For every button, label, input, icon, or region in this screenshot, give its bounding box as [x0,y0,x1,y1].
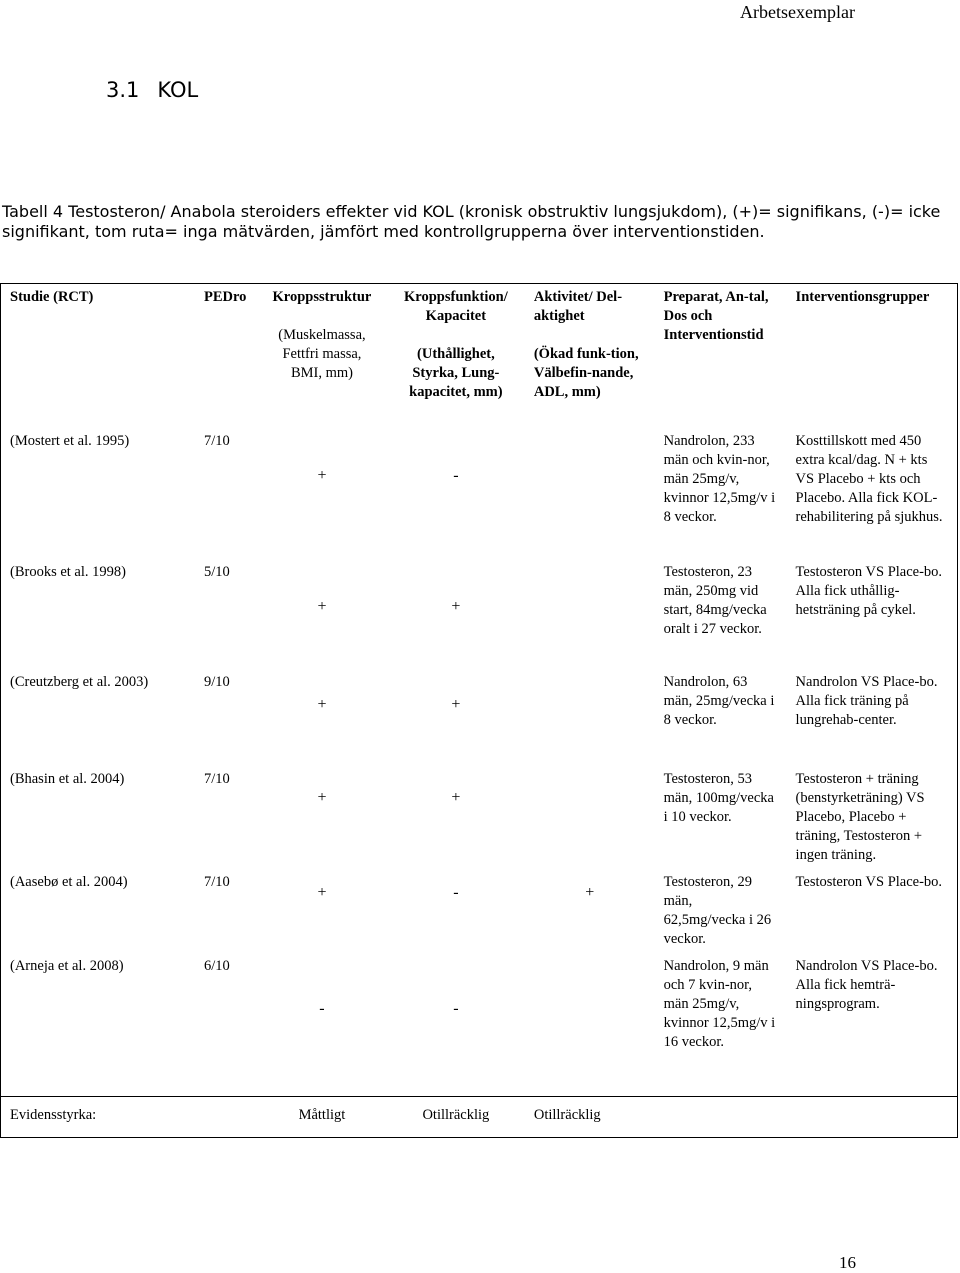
body-result-cell: + [317,695,327,713]
table-body [1,428,958,1138]
pedro-cell: 7/10 [204,770,230,787]
col-pedro: PEDro [204,289,247,305]
pedro-cell: 9/10 [204,673,230,690]
col-body-structure [257,284,387,428]
col-body-sub: (Muskelmassa, Fettfri massa, BMI, mm) [278,327,366,381]
groups-cell: Kosttillskott med 450 extra kcal/dag. N + kts VS Placebo + kts och Placebo. Alla fick KOL-rehabilitering på sjukhus. [795,432,943,525]
function-result-cell: + [451,788,461,806]
activity-result-cell [525,428,655,559]
evidence-body: Måttligt [257,1097,387,1138]
function-result-cell: + [451,597,461,615]
groups-cell: Testosteron VS Place-bo. [795,873,943,890]
evidence-label: Evidensstyrka: [1,1097,257,1138]
preparation-cell: Nandrolon, 63 män, 25mg/vecka i 8 veckor. [663,673,775,728]
function-result-cell: - [453,466,459,484]
groups-cell: Testosteron VS Place-bo. Alla fick uthållig-hetsträning på cykel. [795,563,943,618]
evidence-activity: Otillräcklig [525,1097,655,1138]
study-cell: (Aasebø et al. 2004) [10,873,128,890]
groups-cell: Nandrolon VS Place-bo. Alla fick träning på lungrehab-center. [795,673,938,728]
body-result-cell: + [317,788,327,806]
activity-result-cell: + [585,883,595,901]
col-activity-sub: (Ökad funk-tion, Välbefin-nande, ADL, mm) [533,346,639,400]
pedro-cell: 5/10 [204,563,230,580]
results-table [0,283,958,1138]
activity-result-cell [525,669,655,766]
body-result-cell: + [317,597,327,615]
study-cell: (Bhasin et al. 2004) [10,770,125,787]
activity-result-cell [525,766,655,869]
table-row [1,428,958,559]
study-cell: (Creutzberg et al. 2003) [10,673,149,690]
evidence-empty-groups [787,1097,958,1138]
preparation-cell: Nandrolon, 233 män och kvin-nor, män 25mg/v, kvinnor 12,5mg/v i 8 veckor. [663,432,776,525]
col-activity [525,284,655,428]
col-body-title: Kroppsstruktur [272,289,372,305]
study-cell: (Mostert et al. 1995) [10,432,130,449]
activity-result-cell [525,559,655,669]
activity-result-cell [525,953,655,1097]
preparation-cell: Testosteron, 53 män, 100mg/vecka i 10 veckor. [663,770,774,825]
table-caption: Tabell 4 Testosteron/ Anabola steroiders effekter vid KOL (kronisk obstruktiv lungsjukdom), (+)= signifikans, (-)= icke signifikant, tom ruta= inga mätvärden, jämfört med kontrollgrupperna över interventionstiden. [2,202,941,241]
body-result-cell: + [317,466,327,484]
body-result-cell: - [319,999,325,1017]
col-activity-title: Aktivitet/ Del-aktighet [533,289,623,324]
table-row [1,669,958,766]
section-heading [106,78,198,102]
evidence-function: Otillräcklig [387,1097,525,1138]
pedro-cell: 7/10 [204,873,230,890]
study-cell: (Arneja et al. 2008) [10,957,124,974]
evidence-row [1,1097,958,1138]
col-study: Studie (RCT) [10,289,94,305]
function-result-cell: + [451,695,461,713]
table-row [1,953,958,1097]
col-function-title: Kroppsfunktion/ Kapacitet [404,289,508,324]
groups-cell: Nandrolon VS Place-bo. Alla fick hemträ-ningsprogram. [795,957,938,1012]
running-header: Arbetsexemplar [740,2,855,22]
col-function [387,284,525,428]
preparation-cell: Nandrolon, 9 män och 7 kvin-nor, män 25mg/v, kvinnor 12,5mg/v i 16 veckor. [663,957,776,1050]
section-number: 3.1 [106,78,140,102]
table-row [1,766,958,869]
pedro-cell: 6/10 [204,957,230,974]
section-title: KOL [157,78,199,102]
body-result-cell: + [317,883,327,901]
pedro-cell: 7/10 [204,432,230,449]
col-function-sub: (Uthållighet, Styrka, Lung-kapacitet, mm) [409,346,503,400]
table-row [1,869,958,953]
col-groups: Interventionsgrupper [795,289,930,305]
evidence-empty-prep [655,1097,787,1138]
function-result-cell: - [453,999,459,1017]
function-result-cell: - [453,883,459,901]
study-cell: (Brooks et al. 1998) [10,563,126,580]
preparation-cell: Testosteron, 23 män, 250mg vid start, 84mg/vecka oralt i 27 veckor. [663,563,767,637]
groups-cell: Testosteron + träning (benstyrketräning) VS Placebo, Placebo + träning, Testosteron + ingen träning. [795,770,925,863]
page-number: 16 [839,1253,856,1272]
preparation-cell: Testosteron, 29 män, 62,5mg/vecka i 26 veckor. [663,873,772,947]
col-preparation: Preparat, An-tal, Dos och Interventionstid [663,289,769,343]
table-row [1,559,958,669]
table-header-row [1,284,958,428]
